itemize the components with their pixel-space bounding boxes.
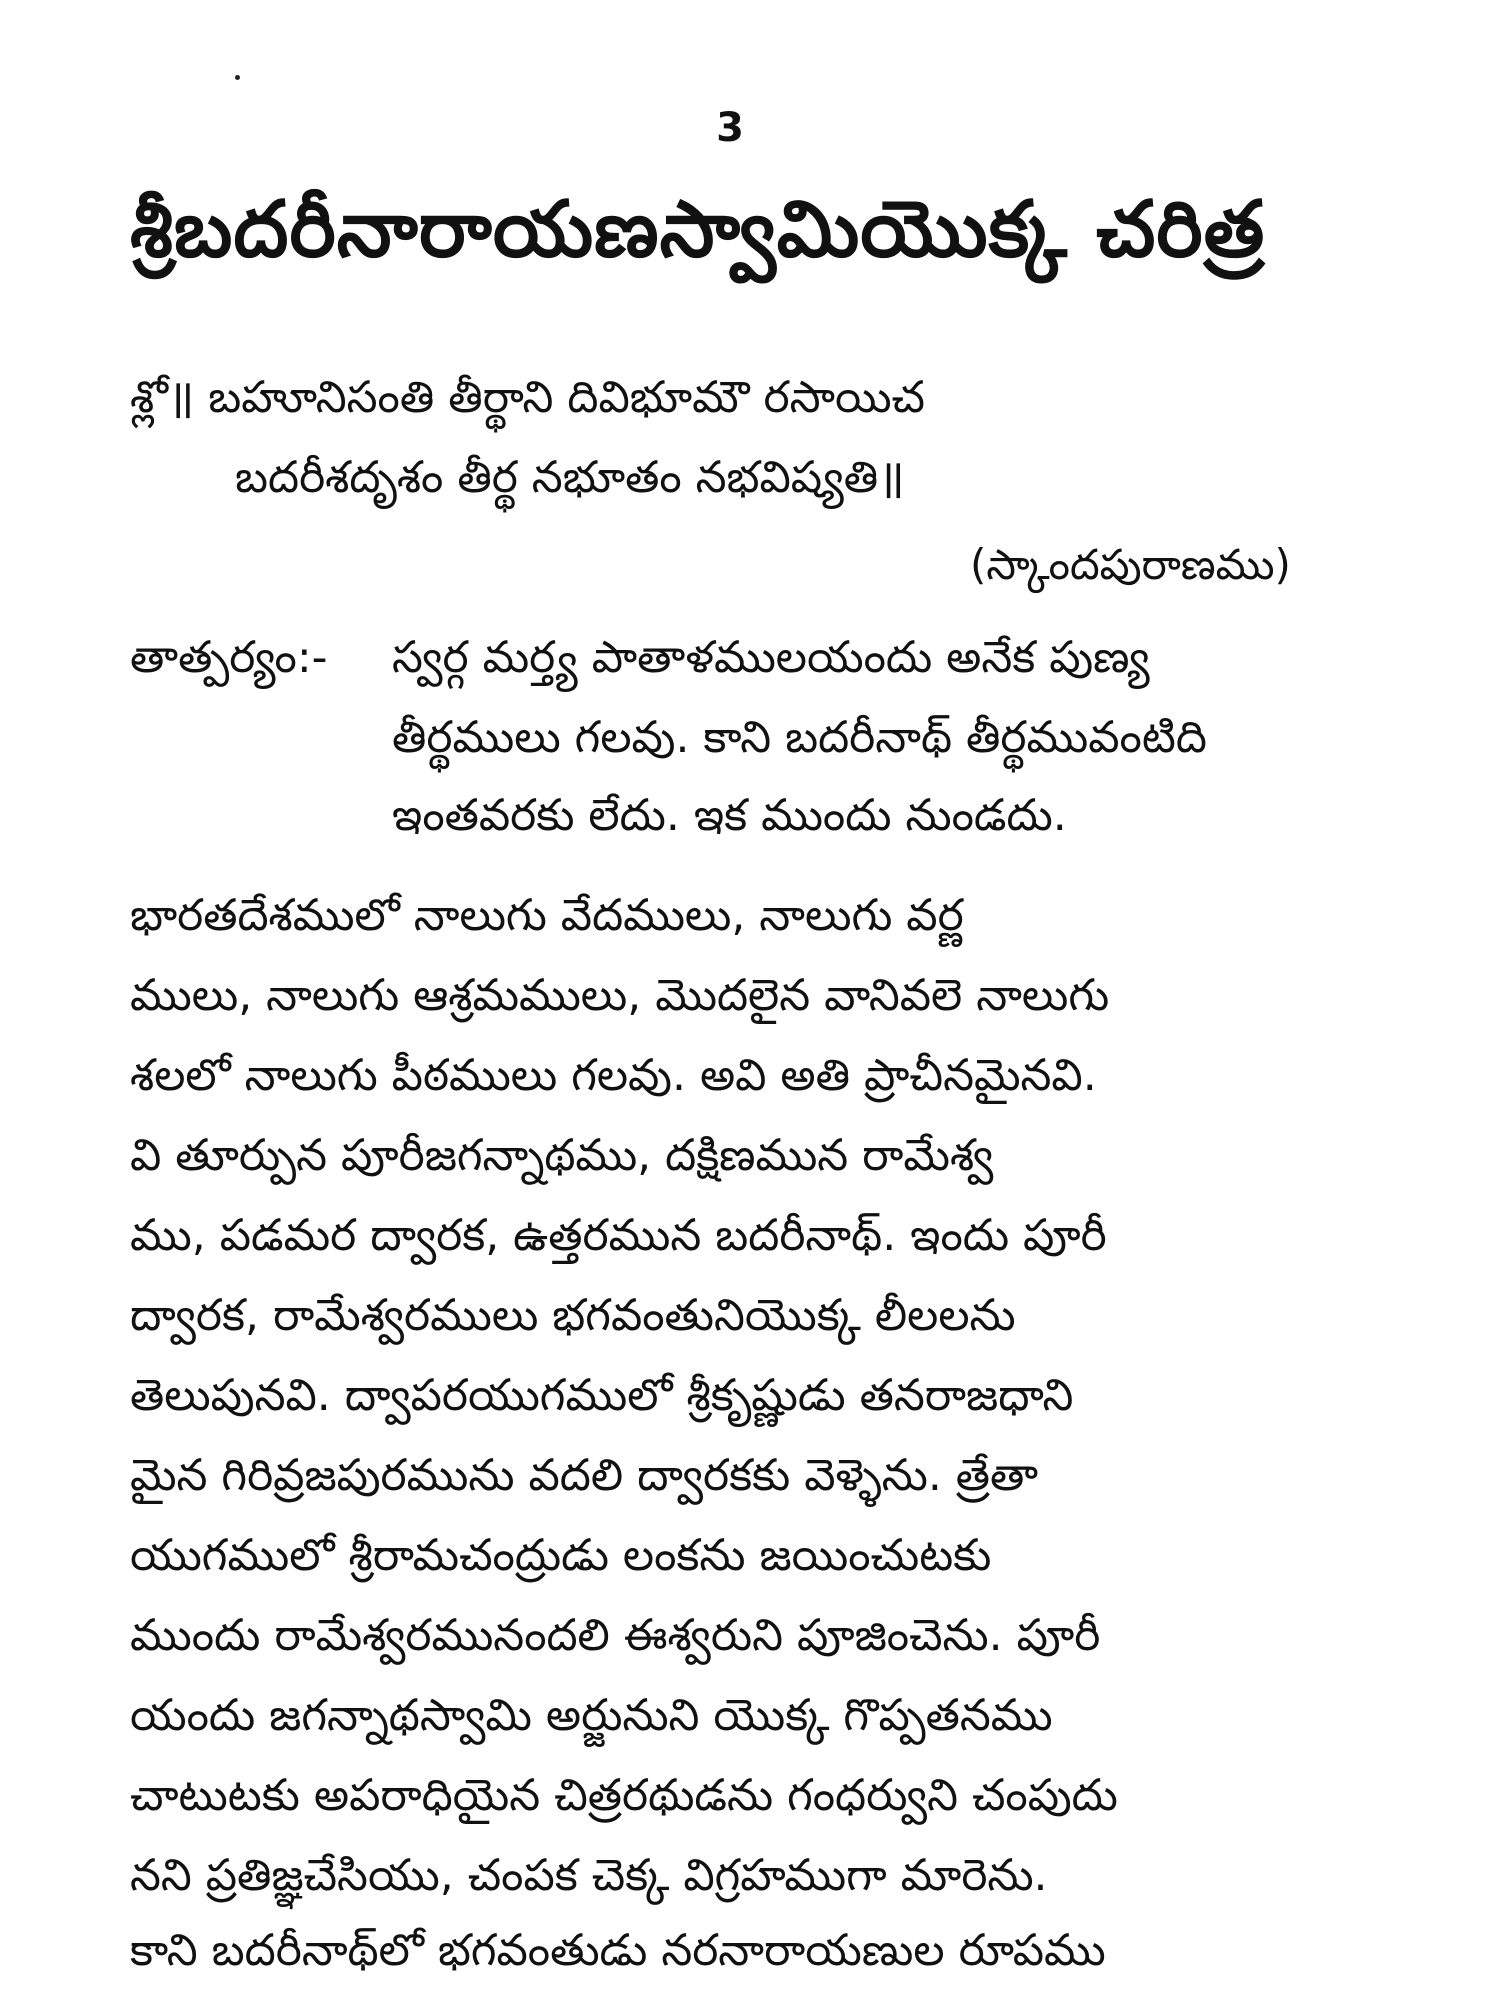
body-text-line: శలలో నాలుగు పీఠములు గలవు. అవి అతి ప్రాచీనమైనవి. bbox=[130, 1050, 1097, 1101]
sloka-line-1: శ్లో॥ బహూనిసంతి తీర్థాని దివిభూమౌ రసాయిచ bbox=[130, 372, 925, 423]
page-title: శ్రీబదరీనారాయణస్వామియొక్క చరిత్ర bbox=[130, 185, 1266, 275]
body-text-line: నని ప్రతిజ్ఞచేసియు, చంపక చెక్క విగ్రహముగా మారెను. bbox=[130, 1850, 1048, 1901]
body-text-line: యుగములో శ్రీరామచంద్రుడు లంకను జయించుటకు bbox=[130, 1530, 992, 1581]
meaning-line: తీర్థములు గలవు. కాని బదరీనాథ్ తీర్థమువంటిది bbox=[392, 712, 1207, 763]
body-text-line: ము, పడమర ద్వారక, ఉత్తరమున బదరీనాథ్. ఇందు పూరీ bbox=[130, 1210, 1107, 1261]
body-text-line: చాటుటకు అపరాధియైన చిత్రరథుడను గంధర్వుని చంపుదు bbox=[130, 1770, 1118, 1821]
body-text-line: కాని బదరీనాథ్‌లో భగవంతుడు నరనారాయణుల రూపము bbox=[130, 1925, 1106, 1976]
body-text-line: ముందు రామేశ్వరమునందలి ఈశ్వరుని పూజించెను. పూరీ bbox=[130, 1610, 1101, 1661]
body-text-line: ద్వారక, రామేశ్వరములు భగవంతునియొక్క లీలలను bbox=[130, 1290, 1016, 1341]
meaning-line: ఇంతవరకు లేదు. ఇక ముందు నుండదు. bbox=[392, 790, 1067, 841]
body-text-line: ములు, నాలుగు ఆశ్రమములు, మొదలైన వానివలె నాలుగు bbox=[130, 970, 1110, 1021]
scan-speck bbox=[235, 75, 240, 80]
body-text-line: తెలుపునవి. ద్వాపరయుగములో శ్రీకృష్ణుడు తనరాజధాని bbox=[130, 1370, 1074, 1421]
body-text-line: వి తూర్పున పూరీజగన్నాథము, దక్షిణమున రామేశ్వ bbox=[130, 1130, 994, 1181]
meaning-label: తాత్పర్యం:- bbox=[130, 632, 328, 683]
meaning-line: స్వర్గ మర్త్య పాతాళములయందు అనేక పుణ్య bbox=[392, 632, 1150, 683]
body-text-line: భారతదేశములో నాలుగు వేదములు, నాలుగు వర్ణ bbox=[130, 890, 964, 941]
body-text-line: యందు జగన్నాథస్వామి అర్జునుని యొక్క గొప్పతనము bbox=[130, 1690, 1053, 1741]
page-number: 3 bbox=[716, 105, 744, 151]
sloka-line-2: బదరీశదృశం తీర్థ నభూతం నభవిష్యతి॥ bbox=[235, 452, 905, 503]
body-text-line: మైన గిరివ్రజపురమును వదలి ద్వారకకు వెళ్ళెను. త్రేతా bbox=[130, 1450, 1039, 1501]
sloka-source: (స్కాందపురాణము) bbox=[970, 540, 1291, 589]
